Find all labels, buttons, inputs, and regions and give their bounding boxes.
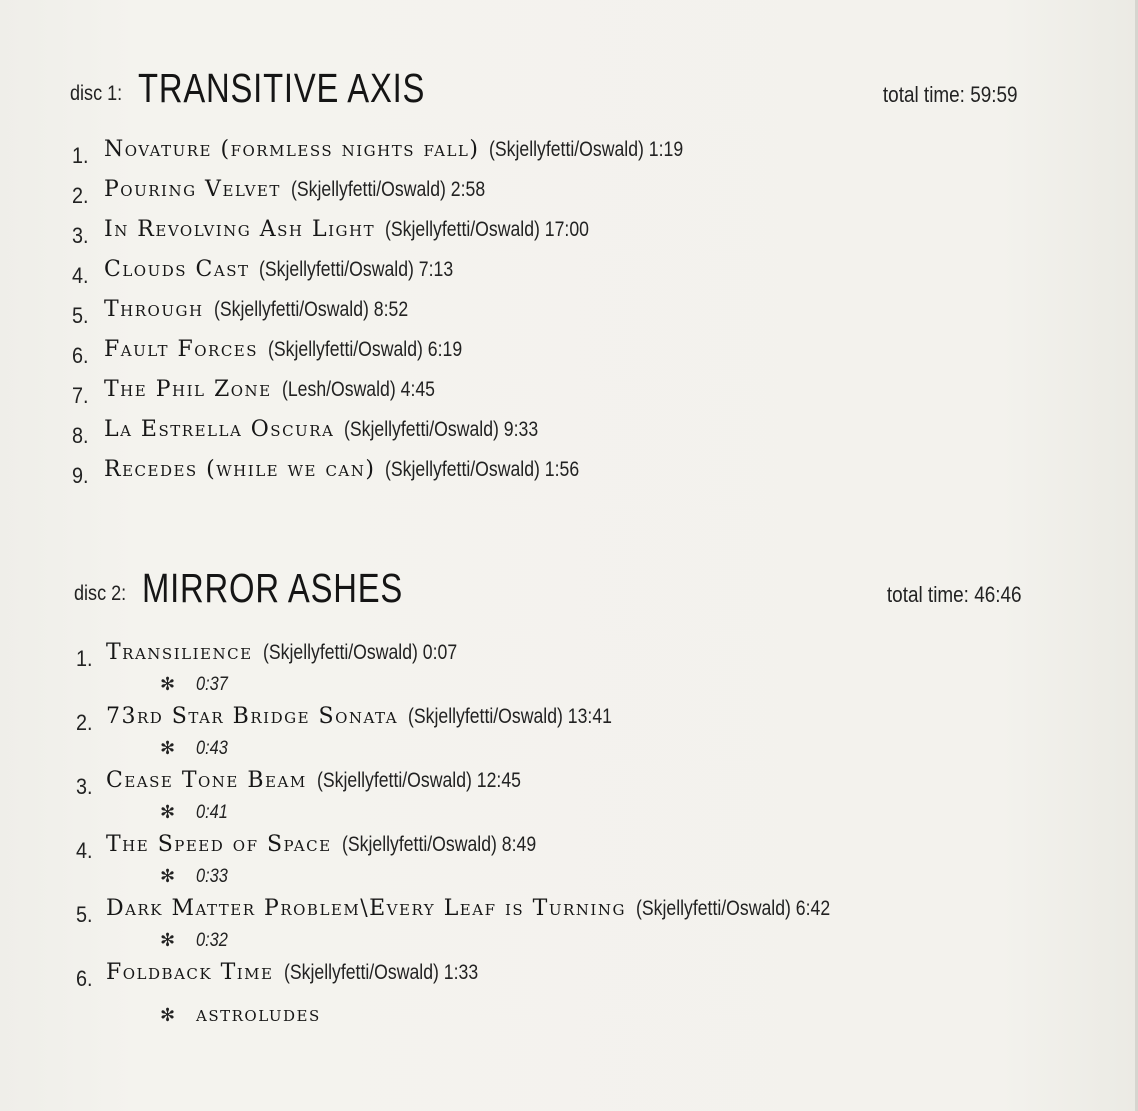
- interlude-row: [160, 802, 233, 828]
- track-credits: [385, 458, 579, 482]
- asterisk-icon: ✻: [160, 930, 176, 951]
- track-number: 6.: [76, 966, 93, 991]
- track-credits: [385, 218, 589, 242]
- track-duration: 1:33: [443, 961, 478, 984]
- track-duration: 6:42: [795, 897, 831, 920]
- track-number: 4.: [72, 263, 89, 288]
- track-title: La Estrella Oscura: [104, 417, 335, 442]
- track-title: Clouds Cast: [104, 257, 250, 282]
- track-credits: [408, 705, 612, 729]
- track-credits: [344, 418, 538, 442]
- track-duration: 7:13: [419, 258, 454, 281]
- disc-1-total-time: total time: 59:59: [883, 82, 1018, 107]
- astroludes-label: astroludes: [196, 1002, 321, 1027]
- track-duration: 1:56: [545, 458, 580, 481]
- track-title: Transilience: [106, 640, 253, 665]
- track-title: Fault Forces: [104, 337, 259, 362]
- track-title: Cease Tone Beam: [106, 768, 307, 793]
- track-credits-text: (Skjellyfetti/Oswald): [344, 418, 500, 441]
- disc-2-header: [0, 562, 1138, 612]
- track-duration: 17:00: [544, 218, 590, 241]
- track-duration: 1:19: [649, 138, 684, 161]
- track-number: 2.: [76, 710, 93, 735]
- interlude-duration: 0:32: [196, 930, 228, 951]
- track-credits-text: (Skjellyfetti/Oswald): [385, 218, 540, 241]
- interlude-duration: 0:37: [196, 674, 228, 695]
- track-credits-text: (Skjellyfetti/Oswald): [316, 769, 472, 792]
- track-credits: [342, 833, 536, 857]
- track-number: 4.: [76, 838, 93, 863]
- track-title: The Speed of Space: [106, 832, 332, 857]
- asterisk-icon: ✻: [160, 738, 176, 759]
- interlude-row: [160, 738, 233, 764]
- interlude-duration: 0:43: [196, 738, 228, 759]
- track-title: In Revolving Ash Light: [104, 217, 376, 242]
- track-title: 73rd Star Bridge Sonata: [106, 704, 399, 729]
- track-credits: [259, 258, 453, 282]
- track-credits-text: (Skjellyfetti/Oswald): [259, 258, 415, 281]
- track-duration: 4:45: [400, 378, 435, 401]
- track-number: 7.: [72, 383, 89, 408]
- track-credits-text: (Skjellyfetti/Oswald): [385, 458, 541, 481]
- interlude-duration: 0:41: [196, 802, 228, 823]
- track-title: Through: [104, 297, 204, 322]
- track-credits-text: (Skjellyfetti/Oswald): [635, 897, 791, 920]
- track-credits: [268, 338, 462, 362]
- track-duration: 9:33: [504, 418, 539, 441]
- asterisk-icon: ✻: [160, 674, 176, 695]
- track-number: 9.: [72, 463, 89, 488]
- track-number: 8.: [72, 423, 89, 448]
- track-number: 6.: [72, 343, 89, 368]
- disc-1-label: disc 1:: [70, 82, 123, 105]
- track-credits: [636, 897, 830, 921]
- asterisk-icon: ✻: [160, 802, 176, 823]
- track-number: 1.: [72, 143, 89, 168]
- track-credits: [291, 178, 485, 202]
- track-duration: 12:45: [476, 769, 521, 792]
- track-credits: [317, 769, 521, 793]
- interlude-duration: 0:33: [196, 866, 228, 887]
- track-duration: 8:49: [501, 833, 536, 856]
- track-duration: 0:07: [422, 641, 457, 664]
- track-credits-text: (Skjellyfetti/Oswald): [268, 338, 423, 361]
- track-number: 5.: [76, 902, 93, 927]
- track-credits-text: (Skjellyfetti/Oswald): [408, 705, 563, 728]
- track-credits: [214, 298, 408, 322]
- track-duration: 13:41: [567, 705, 612, 728]
- track-credits: [282, 378, 435, 402]
- track-duration: 6:19: [427, 338, 463, 361]
- track-duration: 8:52: [373, 298, 408, 321]
- interlude-row: [160, 866, 233, 892]
- disc-2-title: MIRROR ASHES: [142, 565, 404, 611]
- track-number: 3.: [72, 223, 89, 248]
- track-credits-text: (Skjellyfetti/Oswald): [213, 298, 369, 321]
- asterisk-icon: ✻: [160, 866, 176, 887]
- disc-1-header: [0, 62, 1138, 112]
- track-credits-text: (Skjellyfetti/Oswald): [262, 641, 418, 664]
- track-title: Pouring Velvet: [104, 177, 281, 202]
- track-title: Novature (formless nights fall): [104, 137, 480, 162]
- track-credits-text: (Skjellyfetti/Oswald): [489, 138, 645, 161]
- disc-2-label: disc 2:: [74, 582, 127, 605]
- track-credits-text: (Skjellyfetti/Oswald): [290, 178, 446, 201]
- interlude-row: [160, 930, 233, 956]
- track-number: 3.: [76, 774, 93, 799]
- track-number: 5.: [72, 303, 89, 328]
- track-credits-text: (Skjellyfetti/Oswald): [341, 833, 497, 856]
- track-credits: [284, 961, 478, 985]
- disc-1-title: TRANSITIVE AXIS: [138, 65, 426, 111]
- track-duration: 2:58: [450, 178, 486, 201]
- track-title: The Phil Zone: [104, 377, 272, 402]
- track-number: 2.: [72, 183, 89, 208]
- track-credits: [263, 641, 457, 665]
- track-credits: [489, 138, 683, 162]
- track-title: Foldback Time: [106, 960, 274, 985]
- track-number: 1.: [76, 646, 93, 671]
- interlude-row: [160, 674, 233, 700]
- asterisk-icon: ✻: [160, 1005, 176, 1026]
- track-credits-text: (Lesh/Oswald): [281, 378, 396, 401]
- track-title: Dark Matter Problem\Every Leaf is Turning: [106, 896, 626, 921]
- astroludes-row: [160, 1002, 321, 1028]
- disc-2-total-time: total time: 46:46: [887, 582, 1022, 607]
- track-credits-text: (Skjellyfetti/Oswald): [283, 961, 439, 984]
- track-title: Recedes (while we can): [104, 457, 376, 482]
